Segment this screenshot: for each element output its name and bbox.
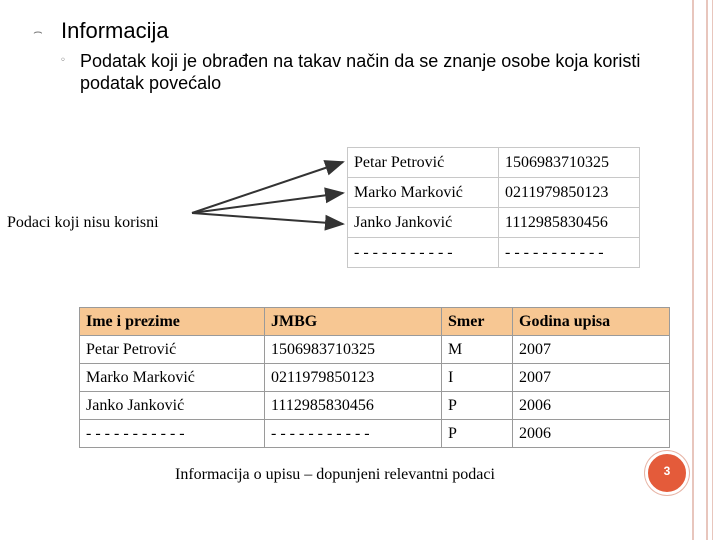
table-cell: - - - - - - - - - - - [265,420,442,448]
jmbg-cell: 0211979850123 [499,178,640,208]
name-cell: Petar Petrović [348,148,499,178]
table-cell: I [442,364,513,392]
jmbg-cell: 1112985830456 [499,208,640,238]
arrow-line [192,162,343,213]
column-header: Godina upisa [513,308,670,336]
name-cell: - - - - - - - - - - - [348,238,499,268]
name-cell: Marko Marković [348,178,499,208]
table-cell: 0211979850123 [265,364,442,392]
table-header-row [80,308,670,336]
table-row [80,392,670,420]
page-number: 3 [663,464,671,478]
table-cell: M [442,336,513,364]
arrow-line [192,193,343,213]
jmbg-cell: - - - - - - - - - - - [499,238,640,268]
table-cell: 1506983710325 [265,336,442,364]
bullet-icon: ⌢ [33,22,43,40]
column-header: Smer [442,308,513,336]
table-cell: 2006 [513,420,670,448]
table-row [80,336,670,364]
table-cell: 2006 [513,392,670,420]
table-cell: Petar Petrović [80,336,265,364]
table-row [348,178,640,208]
table-cell: Marko Marković [80,364,265,392]
column-header: Ime i prezime [80,308,265,336]
enrollment-info-table [79,307,670,448]
table-caption: Informacija o upisu – dopunjeni relevantni podaci [175,466,495,483]
table-row [80,364,670,392]
definition-text: Podatak koji je obrađen na takav način da se znanje osobe koja koristi podatak povećalo [80,51,641,93]
table-cell: 2007 [513,364,670,392]
name-cell: Janko Janković [348,208,499,238]
useless-data-label: Podaci koji nisu korisni [7,214,159,231]
table-row [348,238,640,268]
table-cell: P [442,392,513,420]
table-cell: 1112985830456 [265,392,442,420]
sub-bullet-icon: ◦ [60,55,66,66]
table-cell: P [442,420,513,448]
raw-data-table [347,147,640,268]
table-row [80,420,670,448]
column-header: JMBG [265,308,442,336]
arrow-line [192,213,343,224]
page-number-badge [645,451,689,495]
jmbg-cell: 1506983710325 [499,148,640,178]
slide-heading: Informacija [61,18,169,43]
table-cell: - - - - - - - - - - - [80,420,265,448]
table-cell: 2007 [513,336,670,364]
table-row [348,208,640,238]
table-row [348,148,640,178]
table-cell: Janko Janković [80,392,265,420]
